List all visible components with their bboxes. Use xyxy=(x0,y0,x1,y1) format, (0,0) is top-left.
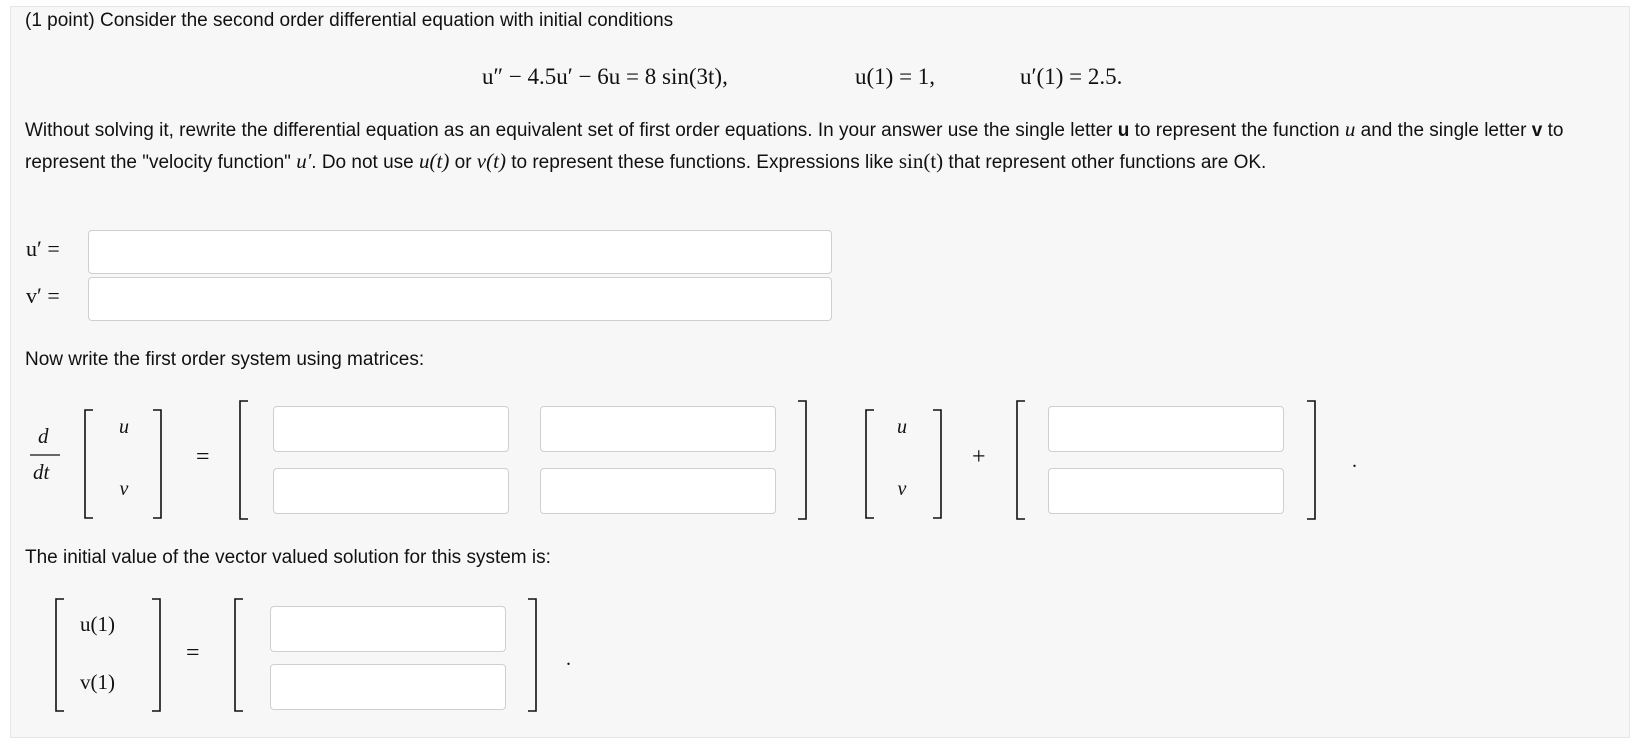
instructions-vt-math: v(t) xyxy=(476,149,506,173)
instructions-text-1: Without solving it, rewrite the differential equation as an equivalent set of first order equations. In your answer use the single letter xyxy=(25,120,1118,141)
instructions-u-bold: u xyxy=(1117,120,1130,141)
right-bracket-initial-vector xyxy=(151,598,161,712)
instructions-text-2: to represent the function xyxy=(1129,120,1345,141)
instructions-text-3: and the single letter xyxy=(1355,120,1532,141)
left-bracket-initial-vector xyxy=(55,598,65,712)
left-bracket-forcing xyxy=(1016,400,1026,520)
left-bracket-vector-1 xyxy=(84,409,94,519)
equals-sign: = xyxy=(196,444,210,470)
forcing-b1-input[interactable] xyxy=(1048,406,1284,452)
problem-intro: (1 point) Consider the second order differential equation with initial conditions xyxy=(25,10,674,31)
instructions-u-math: u xyxy=(1344,117,1356,141)
fraction-bar xyxy=(30,454,60,456)
forcing-b2-input[interactable] xyxy=(1048,468,1284,514)
initial-value-u-input[interactable] xyxy=(270,606,506,652)
ode-expression: u″ − 4.5u′ − 6u = 8 sin(3t), xyxy=(482,64,728,89)
instructions-text-8: that represent other functions are OK. xyxy=(943,152,1267,173)
vprime-answer-input[interactable] xyxy=(88,277,832,321)
instructions-text-4: to represent the "velocity function" xyxy=(25,120,1564,173)
left-bracket-initial-answer xyxy=(234,598,244,712)
instructions-uprime-math: u′ xyxy=(296,149,312,173)
derivative-denominator: dt xyxy=(33,460,50,484)
matrix-a12-input[interactable] xyxy=(540,406,776,452)
instructions-text-5: . Do not use xyxy=(311,152,420,173)
matrix-period: . xyxy=(1352,450,1357,472)
instructions-paragraph xyxy=(25,114,1615,178)
left-bracket-matrix xyxy=(239,400,249,520)
derivative-numerator: d xyxy=(38,424,49,448)
right-bracket-initial-answer xyxy=(527,598,537,712)
uprime-label: u′ = xyxy=(26,236,60,261)
left-bracket-vector-2 xyxy=(865,409,875,519)
initial-equals-sign: = xyxy=(186,640,200,666)
problem-equation xyxy=(0,60,1641,94)
instructions-ut-math: u(t) xyxy=(419,149,450,173)
instructions-text-7: to represent these functions. Expressions like xyxy=(505,152,899,173)
vector-1-bottom: v xyxy=(119,478,129,500)
vector-1-top: u xyxy=(119,416,129,438)
initial-condition-u: u(1) = 1, xyxy=(855,64,936,89)
matrix-a22-input[interactable] xyxy=(540,468,776,514)
matrix-a21-input[interactable] xyxy=(273,468,509,514)
right-bracket-vector-2 xyxy=(932,409,942,519)
vector-2-bottom: v xyxy=(897,478,907,500)
matrix-section-heading: Now write the first order system using matrices: xyxy=(25,349,425,370)
instructions-v-bold: v xyxy=(1531,120,1543,141)
initial-period: . xyxy=(566,648,571,670)
uprime-answer-input[interactable] xyxy=(88,230,832,274)
right-bracket-vector-1 xyxy=(152,409,162,519)
instructions-text-6: or xyxy=(449,152,477,173)
right-bracket-matrix xyxy=(797,400,807,520)
initial-section-heading: The initial value of the vector valued solution for this system is: xyxy=(25,547,551,568)
initial-value-v-input[interactable] xyxy=(270,664,506,710)
right-bracket-forcing xyxy=(1306,400,1316,520)
initial-vector-top: u(1) xyxy=(80,612,115,636)
vector-2-top: u xyxy=(897,416,907,438)
plus-sign: + xyxy=(972,444,986,470)
matrix-a11-input[interactable] xyxy=(273,406,509,452)
initial-condition-uprime: u′(1) = 2.5. xyxy=(1020,64,1123,89)
initial-vector-bottom: v(1) xyxy=(80,670,115,694)
instructions-sint-math: sin(t) xyxy=(898,149,944,173)
vprime-label: v′ = xyxy=(26,283,60,308)
